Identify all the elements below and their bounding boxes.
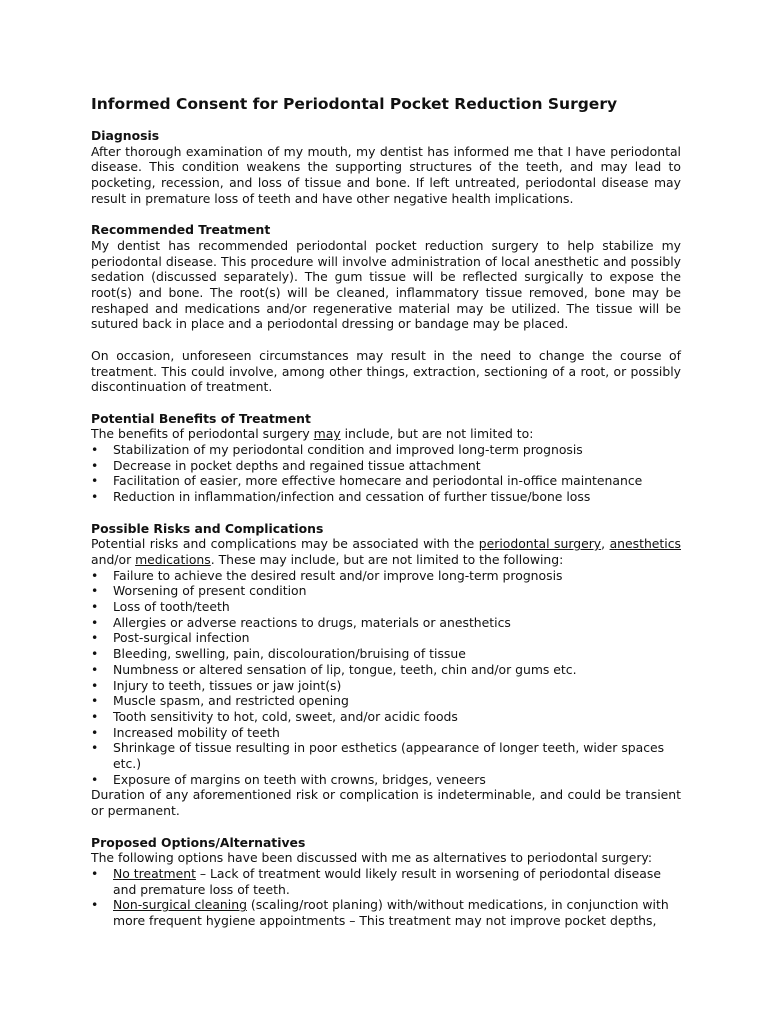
list-item: • Muscle spasm, and restricted opening [91, 693, 681, 709]
risks-closing: Duration of any aforementioned risk or complication is indeterminable, and could be transient or permanent. [91, 787, 681, 819]
list-item: • Decrease in pocket depths and regained tissue attachment [91, 458, 681, 474]
options-intro: The following options have been discussed with me as alternatives to periodontal surgery: [91, 850, 653, 866]
risks-heading: Possible Risks and Complications [91, 520, 324, 536]
list-item: • Post-surgical infection [91, 630, 681, 646]
list-item: • Increased mobility of teeth [91, 725, 681, 741]
list-item: • Numbness or altered sensation of lip, tongue, teeth, chin and/or gums etc. [91, 662, 681, 678]
options-list [91, 866, 681, 929]
diagnosis-heading: Diagnosis [91, 128, 160, 143]
list-item: • Injury to teeth, tissues or jaw joint(s) [91, 678, 681, 694]
document-body [91, 94, 681, 929]
list-item: • Reduction in inflammation/infection and cessation of further tissue/bone loss [91, 489, 681, 505]
treatment-text-2: On occasion, unforeseen circumstances may result in the need to change the course of treatment. This could involve, among other things, extraction, sectioning of a root, or possibly discontinuation of treatment. [91, 347, 681, 395]
list-item: • Exposure of margins on teeth with crowns, bridges, veneers [91, 772, 681, 788]
list-item: • Loss of tooth/teeth [91, 599, 681, 615]
treatment-heading: Recommended Treatment [91, 222, 271, 238]
list-item: • Stabilization of my periodontal condition and improved long-term prognosis [91, 442, 681, 458]
list-item: • Facilitation of easier, more effective homecare and periodontal in-office maintenance [91, 473, 681, 489]
benefits-intro: The benefits of periodontal surgery may include, but are not limited to: [91, 426, 534, 442]
benefits-list [91, 442, 681, 505]
risks-list [91, 568, 681, 788]
document-title: Informed Consent for Periodontal Pocket Reduction Surgery [91, 95, 618, 113]
diagnosis-text: After thorough examination of my mouth, my dentist has informed me that I have periodontal disease. This condition weakens the supporting structures of the teeth, and may lead to pocketing, recession, and loss of tissue and bone. If left untreated, periodontal disease may result in premature loss of teeth and have other negative health implications. [91, 143, 681, 206]
treatment-text-1: My dentist has recommended periodontal pocket reduction surgery to help stabilize my periodontal disease. This procedure will involve administration of local anesthetic and possibly sedation (discussed separately). The gum tissue will be reflected surgically to expose the root(s) and bone. The root(s) will be cleaned, inflammatory tissue removed, bone may be reshaped and medications and/or regenerative material may be utilized. The tissue will be sutured back in place and a periodontal dressing or bandage may be placed. [91, 237, 681, 332]
list-item: • Allergies or adverse reactions to drugs, materials or anesthetics [91, 615, 681, 631]
list-item: • Shrinkage of tissue resulting in poor esthetics (appearance of longer teeth, wider spaces etc.) [91, 740, 681, 771]
risks-intro: Potential risks and complications may be associated with the periodontal surgery, anesthetics and/or medications. These may include, but are not limited to the following: [91, 536, 681, 567]
list-item: • No treatment – Lack of treatment would likely result in worsening of periodontal disease and premature loss of teeth. [91, 866, 681, 897]
list-item: • Tooth sensitivity to hot, cold, sweet, and/or acidic foods [91, 709, 681, 725]
benefits-heading: Potential Benefits of Treatment [91, 410, 311, 426]
options-heading: Proposed Options/Alternatives [91, 834, 306, 850]
list-item: • Worsening of present condition [91, 583, 681, 599]
list-item: • Bleeding, swelling, pain, discolouration/bruising of tissue [91, 646, 681, 662]
list-item: • Non-surgical cleaning (scaling/root planing) with/without medications, in conjunction with more frequent hygiene appointments – This treatment may not improve pocket depths, [91, 897, 681, 928]
list-item: • Failure to achieve the desired result and/or improve long-term prognosis [91, 568, 681, 584]
